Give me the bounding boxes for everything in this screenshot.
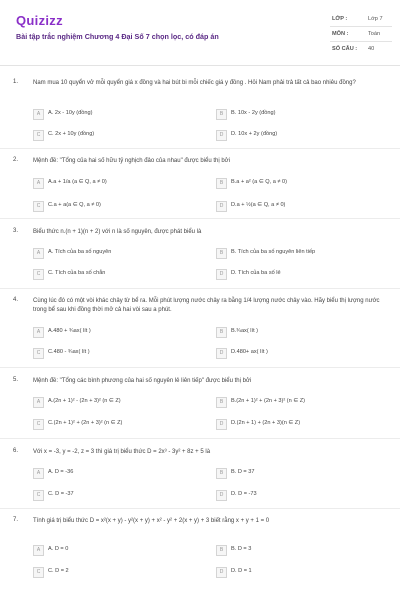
question-text: Với x = -3, y = -2, z = 3 thì giá trị biểu thức D = 2x³ - 3y² + 8z + 5 là <box>33 449 211 455</box>
option-text: A.480 + ¾ax( lít ) <box>48 328 91 334</box>
option-d[interactable] <box>216 419 368 431</box>
option-letter-box: A <box>33 178 44 189</box>
option-text: C.(2n + 1)² + (2n + 3)² (n ∈ Z) <box>48 420 123 426</box>
option-letter-box: C <box>33 348 44 359</box>
option-text: A. D = -36 <box>48 469 74 475</box>
option-letter-box: A <box>33 397 44 408</box>
option-a[interactable] <box>33 327 185 339</box>
question-divider <box>0 438 400 439</box>
question-number: 5. <box>13 377 19 383</box>
option-letter-box: C <box>33 567 44 578</box>
option-letter-box: B <box>216 109 227 120</box>
question-text: Tính giá trị biểu thức D = x²(x + y) - y²(x + y) + x² - y² + 2(x + y) + 3 biết rằng x + y + 1 = 0 <box>33 518 270 524</box>
meta-key: SỐ CÂU : <box>332 46 358 52</box>
question-text: Cùng lúc đó có một vòi khác chảy từ bể ra. Mỗi phút lượng nước chảy ra bằng 1/4 lượng nước chảy vào. Hãy biểu thị lượng nước trong bể sau khi đồng thời mở cả hai vòi sau a phút. <box>33 298 380 313</box>
option-letter-box: D <box>216 201 227 212</box>
question-number: 1. <box>13 79 19 85</box>
option-b[interactable] <box>216 327 368 339</box>
option-text: B. D = 3 <box>231 546 252 552</box>
option-c[interactable] <box>33 348 185 360</box>
option-d[interactable] <box>216 567 368 579</box>
option-letter-box: D <box>216 567 227 578</box>
option-letter-box: B <box>216 248 227 259</box>
option-letter-box: C <box>33 419 44 430</box>
option-text: B. 10x - 2y (đồng) <box>231 110 276 116</box>
option-text: A.a + 1/a (a ∈ Q, a ≠ 0) <box>48 179 107 185</box>
option-text: B.¾ax( lít ) <box>231 328 259 334</box>
option-text: B. Tích của ba số nguyên liên tiếp <box>231 249 316 255</box>
option-letter-box: C <box>33 201 44 212</box>
option-letter-box: D <box>216 130 227 141</box>
option-letter-box: D <box>216 269 227 280</box>
question-divider <box>0 288 400 289</box>
meta-value: 40 <box>368 46 375 52</box>
option-text: B. D = 37 <box>231 469 255 475</box>
option-text: C. D = 2 <box>48 568 69 574</box>
question-number: 3. <box>13 228 19 234</box>
option-c[interactable] <box>33 130 185 142</box>
option-text: C.a + a(a ∈ Q, a ≠ 0) <box>48 202 101 208</box>
option-c[interactable] <box>33 490 185 502</box>
option-letter-box: D <box>216 348 227 359</box>
meta-value: Lớp 7 <box>368 16 383 22</box>
option-b[interactable] <box>216 248 368 260</box>
question-number: 7. <box>13 517 19 523</box>
question-number: 6. <box>13 448 19 454</box>
option-text: C.480 - ¾ax( lít ) <box>48 349 90 355</box>
option-text: D. D = 1 <box>231 568 252 574</box>
option-letter-box: D <box>216 490 227 501</box>
option-letter-box: B <box>216 178 227 189</box>
option-letter-box: B <box>216 397 227 408</box>
option-letter-box: B <box>216 327 227 338</box>
option-text: A. Tích của ba số nguyên <box>48 249 112 255</box>
option-d[interactable] <box>216 490 368 502</box>
option-a[interactable] <box>33 109 185 121</box>
option-text: B.a + a² (a ∈ Q, a ≠ 0) <box>231 179 287 185</box>
question-number: 4. <box>13 297 19 303</box>
question-text: Mệnh đề: "Tổng của hai số hữu tỷ nghịch đảo của nhau" được biểu thị bởi <box>33 158 230 164</box>
option-text: A. D = 0 <box>48 546 69 552</box>
option-b[interactable] <box>216 397 368 409</box>
option-d[interactable] <box>216 348 368 360</box>
option-a[interactable] <box>33 397 185 409</box>
question-divider <box>0 508 400 509</box>
option-letter-box: D <box>216 419 227 430</box>
option-b[interactable] <box>216 178 368 190</box>
option-text: D. Tích của ba số lẻ <box>231 270 281 276</box>
worksheet-header <box>0 0 400 66</box>
option-a[interactable] <box>33 248 185 260</box>
meta-divider <box>330 41 392 42</box>
option-letter-box: A <box>33 248 44 259</box>
option-letter-box: A <box>33 545 44 556</box>
document-title: Bài tập trắc nghiệm Chương 4 Đại Số 7 chọn lọc, có đáp án <box>16 32 219 41</box>
option-text: D.a + ½(a ∈ Q, a ≠ 0) <box>231 202 286 208</box>
option-text: D.(2n + 1) + (2n + 3)(n ∈ Z) <box>231 420 301 426</box>
option-letter-box: C <box>33 490 44 501</box>
option-text: A. 2x - 10y (đồng) <box>48 110 93 116</box>
question-divider <box>0 218 400 219</box>
option-text: D.480+ ax( lít ) <box>231 349 268 355</box>
option-text: D. D = -73 <box>231 491 257 497</box>
option-c[interactable] <box>33 201 185 213</box>
option-d[interactable] <box>216 130 368 142</box>
question-text: Biểu thức n.(n + 1)(n + 2) với n là số nguyên, được phát biểu là <box>33 229 202 235</box>
question-divider <box>0 367 400 368</box>
option-b[interactable] <box>216 468 368 480</box>
option-letter-box: C <box>33 130 44 141</box>
option-d[interactable] <box>216 269 368 281</box>
option-letter-box: C <box>33 269 44 280</box>
meta-divider <box>330 26 392 27</box>
option-b[interactable] <box>216 109 368 121</box>
option-text: C. 2x + 10y (đồng) <box>48 131 95 137</box>
question-text: Nam mua 10 quyển vở mỗi quyển giá x đồng và hai bút bi mỗi chiếc giá y đồng . Hỏi Nam phải trả tất cả bao nhiêu đồng? <box>33 80 356 86</box>
meta-key: LỚP : <box>332 16 348 22</box>
meta-value: Toán <box>368 31 381 37</box>
option-a[interactable] <box>33 468 185 480</box>
question-number: 2. <box>13 157 19 163</box>
option-c[interactable] <box>33 269 185 281</box>
option-a[interactable] <box>33 545 185 557</box>
option-letter-box: B <box>216 545 227 556</box>
question-divider <box>0 148 400 149</box>
option-a[interactable] <box>33 178 185 190</box>
option-b[interactable] <box>216 545 368 557</box>
quizizz-logo: Quizizz <box>16 13 63 28</box>
option-text: A.(2n + 1)² - (2n + 3)² (n ∈ Z) <box>48 398 121 404</box>
option-letter-box: A <box>33 327 44 338</box>
meta-key: MÔN : <box>332 31 349 37</box>
option-d[interactable] <box>216 201 368 213</box>
option-c[interactable] <box>33 567 185 579</box>
option-c[interactable] <box>33 419 185 431</box>
option-text: C. Tích của ba số chẵn <box>48 270 106 276</box>
option-text: C. D = -37 <box>48 491 74 497</box>
option-letter-box: A <box>33 109 44 120</box>
question-text: Mệnh đề: "Tổng các bình phương của hai số nguyên lẻ liên tiếp" được biểu thị bởi <box>33 378 252 384</box>
option-letter-box: B <box>216 468 227 479</box>
option-letter-box: A <box>33 468 44 479</box>
option-text: B.(2n + 1)² + (2n + 3)² (n ∈ Z) <box>231 398 306 404</box>
option-text: D. 10x + 2y (đồng) <box>231 131 278 137</box>
